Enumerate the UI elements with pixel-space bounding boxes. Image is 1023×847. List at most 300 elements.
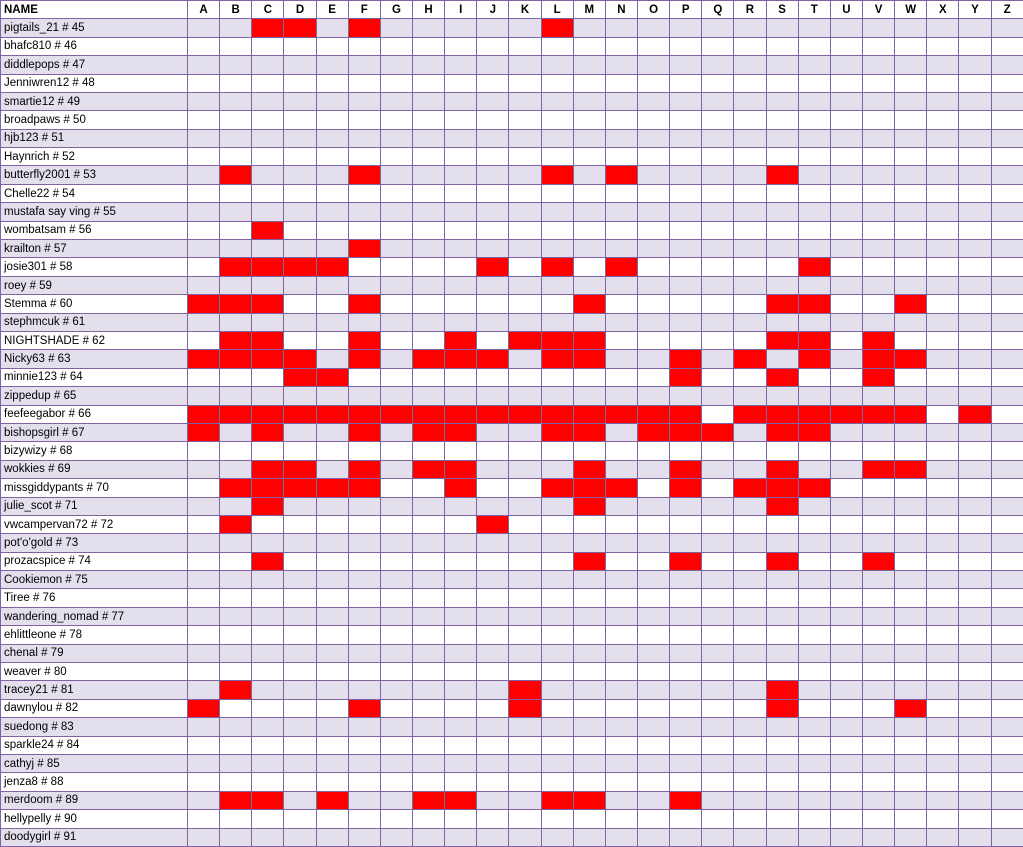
cell-b xyxy=(220,460,252,478)
marked-cell-c xyxy=(252,350,284,368)
cell-l xyxy=(541,607,573,625)
marked-cell-t xyxy=(798,295,830,313)
participant-name: butterfly2001 # 53 xyxy=(1,166,188,184)
cell-i xyxy=(445,184,477,202)
cell-c xyxy=(252,442,284,460)
cell-s xyxy=(766,203,798,221)
cell-i xyxy=(445,699,477,717)
table-row xyxy=(1,350,1023,368)
cell-l xyxy=(541,810,573,828)
cell-w xyxy=(895,442,927,460)
cell-y xyxy=(959,791,991,809)
participant-name: Cookiemon # 75 xyxy=(1,571,188,589)
cell-g xyxy=(380,681,412,699)
cell-p xyxy=(670,148,702,166)
marked-cell-i xyxy=(445,350,477,368)
cell-q xyxy=(702,240,734,258)
cell-j xyxy=(477,699,509,717)
cell-a xyxy=(188,479,220,497)
cell-w xyxy=(895,166,927,184)
cell-n xyxy=(605,718,637,736)
marked-cell-m xyxy=(573,405,605,423)
cell-x xyxy=(927,681,959,699)
marked-cell-l xyxy=(541,350,573,368)
cell-q xyxy=(702,313,734,331)
participant-name: hjb123 # 51 xyxy=(1,129,188,147)
cell-t xyxy=(798,699,830,717)
cell-y xyxy=(959,589,991,607)
marked-cell-n xyxy=(605,405,637,423)
cell-r xyxy=(734,221,766,239)
cell-d xyxy=(284,828,316,846)
cell-l xyxy=(541,221,573,239)
cell-j xyxy=(477,644,509,662)
cell-m xyxy=(573,19,605,37)
marked-cell-t xyxy=(798,258,830,276)
cell-w xyxy=(895,37,927,55)
cell-d xyxy=(284,313,316,331)
cell-r xyxy=(734,699,766,717)
marked-cell-d xyxy=(284,460,316,478)
cell-n xyxy=(605,663,637,681)
cell-m xyxy=(573,736,605,754)
cell-a xyxy=(188,148,220,166)
cell-p xyxy=(670,276,702,294)
cell-u xyxy=(830,166,862,184)
cell-e xyxy=(316,313,348,331)
cell-o xyxy=(637,258,669,276)
cell-x xyxy=(927,479,959,497)
cell-i xyxy=(445,442,477,460)
cell-c xyxy=(252,148,284,166)
cell-r xyxy=(734,534,766,552)
cell-r xyxy=(734,810,766,828)
cell-h xyxy=(412,331,444,349)
marked-cell-d xyxy=(284,368,316,386)
cell-u xyxy=(830,92,862,110)
cell-h xyxy=(412,515,444,533)
cell-j xyxy=(477,497,509,515)
cell-g xyxy=(380,571,412,589)
cell-c xyxy=(252,313,284,331)
participant-name: vwcampervan72 # 72 xyxy=(1,515,188,533)
cell-v xyxy=(862,313,894,331)
cell-v xyxy=(862,203,894,221)
marked-cell-i xyxy=(445,791,477,809)
cell-n xyxy=(605,368,637,386)
cell-d xyxy=(284,736,316,754)
cell-m xyxy=(573,111,605,129)
cell-n xyxy=(605,754,637,772)
cell-w xyxy=(895,111,927,129)
participant-name: ehlittleone # 78 xyxy=(1,626,188,644)
cell-m xyxy=(573,37,605,55)
participant-name: stephmcuk # 61 xyxy=(1,313,188,331)
cell-v xyxy=(862,736,894,754)
cell-g xyxy=(380,663,412,681)
participant-name: chenal # 79 xyxy=(1,644,188,662)
cell-k xyxy=(509,56,541,74)
cell-s xyxy=(766,184,798,202)
cell-c xyxy=(252,571,284,589)
cell-j xyxy=(477,276,509,294)
cell-v xyxy=(862,92,894,110)
table-row xyxy=(1,387,1023,405)
cell-y xyxy=(959,295,991,313)
marked-cell-l xyxy=(541,331,573,349)
cell-j xyxy=(477,148,509,166)
cell-w xyxy=(895,718,927,736)
table-row xyxy=(1,681,1023,699)
marked-cell-s xyxy=(766,552,798,570)
marked-cell-p xyxy=(670,423,702,441)
cell-y xyxy=(959,644,991,662)
cell-a xyxy=(188,276,220,294)
cell-b xyxy=(220,148,252,166)
column-header-q: Q xyxy=(702,1,734,19)
participant-name: zippedup # 65 xyxy=(1,387,188,405)
cell-a xyxy=(188,828,220,846)
cell-z xyxy=(991,221,1023,239)
cell-e xyxy=(316,221,348,239)
column-header-a: A xyxy=(188,1,220,19)
cell-f xyxy=(348,74,380,92)
marked-cell-e xyxy=(316,368,348,386)
cell-p xyxy=(670,92,702,110)
cell-r xyxy=(734,240,766,258)
column-header-z: Z xyxy=(991,1,1023,19)
cell-s xyxy=(766,828,798,846)
cell-u xyxy=(830,331,862,349)
cell-a xyxy=(188,681,220,699)
cell-q xyxy=(702,350,734,368)
cell-l xyxy=(541,828,573,846)
cell-u xyxy=(830,350,862,368)
participant-name: krailton # 57 xyxy=(1,240,188,258)
cell-o xyxy=(637,442,669,460)
cell-m xyxy=(573,203,605,221)
cell-q xyxy=(702,295,734,313)
table-row xyxy=(1,111,1023,129)
cell-p xyxy=(670,331,702,349)
cell-h xyxy=(412,552,444,570)
cell-k xyxy=(509,423,541,441)
cell-w xyxy=(895,828,927,846)
cell-b xyxy=(220,111,252,129)
cell-y xyxy=(959,166,991,184)
cell-e xyxy=(316,515,348,533)
cell-t xyxy=(798,460,830,478)
cell-z xyxy=(991,331,1023,349)
cell-n xyxy=(605,497,637,515)
cell-l xyxy=(541,313,573,331)
cell-v xyxy=(862,644,894,662)
cell-u xyxy=(830,644,862,662)
marked-cell-l xyxy=(541,479,573,497)
cell-r xyxy=(734,718,766,736)
cell-o xyxy=(637,166,669,184)
cell-z xyxy=(991,534,1023,552)
cell-b xyxy=(220,736,252,754)
cell-u xyxy=(830,148,862,166)
cell-h xyxy=(412,56,444,74)
marked-cell-e xyxy=(316,258,348,276)
cell-i xyxy=(445,276,477,294)
cell-r xyxy=(734,92,766,110)
table-row xyxy=(1,423,1023,441)
cell-j xyxy=(477,74,509,92)
cell-w xyxy=(895,644,927,662)
cell-f xyxy=(348,773,380,791)
cell-d xyxy=(284,810,316,828)
cell-e xyxy=(316,534,348,552)
cell-d xyxy=(284,387,316,405)
table-row xyxy=(1,37,1023,55)
cell-y xyxy=(959,203,991,221)
cell-o xyxy=(637,515,669,533)
cell-d xyxy=(284,534,316,552)
participant-name: bishopsgirl # 67 xyxy=(1,423,188,441)
table-row xyxy=(1,644,1023,662)
cell-c xyxy=(252,699,284,717)
cell-a xyxy=(188,571,220,589)
cell-z xyxy=(991,129,1023,147)
cell-i xyxy=(445,258,477,276)
table-row xyxy=(1,479,1023,497)
cell-o xyxy=(637,773,669,791)
cell-s xyxy=(766,56,798,74)
cell-k xyxy=(509,571,541,589)
cell-y xyxy=(959,240,991,258)
cell-s xyxy=(766,644,798,662)
cell-i xyxy=(445,773,477,791)
table-row xyxy=(1,607,1023,625)
cell-w xyxy=(895,773,927,791)
cell-e xyxy=(316,166,348,184)
marked-cell-c xyxy=(252,405,284,423)
marked-cell-m xyxy=(573,479,605,497)
column-header-v: V xyxy=(862,1,894,19)
cell-q xyxy=(702,184,734,202)
cell-x xyxy=(927,644,959,662)
table-row xyxy=(1,331,1023,349)
cell-l xyxy=(541,295,573,313)
cell-h xyxy=(412,166,444,184)
cell-l xyxy=(541,626,573,644)
marked-cell-k xyxy=(509,681,541,699)
marked-cell-w xyxy=(895,350,927,368)
table-row xyxy=(1,56,1023,74)
table-row xyxy=(1,589,1023,607)
cell-y xyxy=(959,313,991,331)
cell-s xyxy=(766,663,798,681)
cell-a xyxy=(188,56,220,74)
cell-k xyxy=(509,74,541,92)
participant-name: tracey21 # 81 xyxy=(1,681,188,699)
cell-r xyxy=(734,552,766,570)
cell-m xyxy=(573,534,605,552)
cell-p xyxy=(670,754,702,772)
cell-d xyxy=(284,681,316,699)
cell-u xyxy=(830,423,862,441)
cell-x xyxy=(927,111,959,129)
cell-q xyxy=(702,736,734,754)
cell-h xyxy=(412,240,444,258)
cell-w xyxy=(895,276,927,294)
cell-a xyxy=(188,663,220,681)
cell-w xyxy=(895,387,927,405)
cell-o xyxy=(637,221,669,239)
marked-cell-h xyxy=(412,423,444,441)
cell-c xyxy=(252,74,284,92)
cell-y xyxy=(959,276,991,294)
cell-k xyxy=(509,589,541,607)
cell-u xyxy=(830,718,862,736)
cell-q xyxy=(702,497,734,515)
cell-x xyxy=(927,810,959,828)
cell-p xyxy=(670,663,702,681)
cell-k xyxy=(509,442,541,460)
marked-cell-i xyxy=(445,331,477,349)
cell-f xyxy=(348,368,380,386)
cell-x xyxy=(927,92,959,110)
cell-p xyxy=(670,111,702,129)
table-row xyxy=(1,515,1023,533)
marked-cell-l xyxy=(541,791,573,809)
cell-t xyxy=(798,184,830,202)
participant-name: Tiree # 76 xyxy=(1,589,188,607)
cell-u xyxy=(830,295,862,313)
marked-cell-g xyxy=(380,405,412,423)
cell-b xyxy=(220,571,252,589)
column-header-x: X xyxy=(927,1,959,19)
cell-u xyxy=(830,74,862,92)
cell-x xyxy=(927,589,959,607)
cell-a xyxy=(188,626,220,644)
cell-j xyxy=(477,663,509,681)
cell-p xyxy=(670,37,702,55)
cell-u xyxy=(830,773,862,791)
cell-g xyxy=(380,129,412,147)
cell-w xyxy=(895,626,927,644)
cell-g xyxy=(380,497,412,515)
cell-s xyxy=(766,534,798,552)
participant-name: merdoom # 89 xyxy=(1,791,188,809)
cell-q xyxy=(702,534,734,552)
cell-u xyxy=(830,699,862,717)
cell-f xyxy=(348,184,380,202)
marked-cell-l xyxy=(541,258,573,276)
cell-e xyxy=(316,350,348,368)
cell-y xyxy=(959,368,991,386)
cell-j xyxy=(477,626,509,644)
cell-q xyxy=(702,479,734,497)
cell-v xyxy=(862,681,894,699)
cell-r xyxy=(734,37,766,55)
table-row xyxy=(1,276,1023,294)
marked-cell-d xyxy=(284,350,316,368)
cell-k xyxy=(509,718,541,736)
cell-m xyxy=(573,387,605,405)
cell-m xyxy=(573,515,605,533)
cell-s xyxy=(766,111,798,129)
cell-l xyxy=(541,699,573,717)
cell-d xyxy=(284,240,316,258)
table-row xyxy=(1,718,1023,736)
cell-f xyxy=(348,276,380,294)
cell-b xyxy=(220,442,252,460)
cell-f xyxy=(348,754,380,772)
cell-h xyxy=(412,571,444,589)
cell-k xyxy=(509,203,541,221)
cell-z xyxy=(991,736,1023,754)
cell-e xyxy=(316,56,348,74)
cell-e xyxy=(316,92,348,110)
cell-w xyxy=(895,515,927,533)
marked-cell-a xyxy=(188,350,220,368)
cell-s xyxy=(766,754,798,772)
cell-t xyxy=(798,276,830,294)
cell-z xyxy=(991,19,1023,37)
participant-name: hellypelly # 90 xyxy=(1,810,188,828)
cell-k xyxy=(509,644,541,662)
cell-a xyxy=(188,203,220,221)
cell-w xyxy=(895,479,927,497)
table-row xyxy=(1,442,1023,460)
cell-c xyxy=(252,92,284,110)
participant-name: wombatsam # 56 xyxy=(1,221,188,239)
cell-h xyxy=(412,203,444,221)
cell-p xyxy=(670,221,702,239)
cell-m xyxy=(573,56,605,74)
cell-p xyxy=(670,534,702,552)
cell-i xyxy=(445,644,477,662)
cell-j xyxy=(477,56,509,74)
cell-j xyxy=(477,828,509,846)
cell-m xyxy=(573,607,605,625)
cell-n xyxy=(605,19,637,37)
cell-j xyxy=(477,368,509,386)
cell-o xyxy=(637,791,669,809)
cell-n xyxy=(605,387,637,405)
cell-c xyxy=(252,111,284,129)
cell-y xyxy=(959,810,991,828)
cell-w xyxy=(895,74,927,92)
cell-c xyxy=(252,276,284,294)
cell-g xyxy=(380,203,412,221)
cell-n xyxy=(605,626,637,644)
marked-cell-t xyxy=(798,405,830,423)
cell-l xyxy=(541,736,573,754)
marked-cell-c xyxy=(252,497,284,515)
cell-n xyxy=(605,148,637,166)
cell-o xyxy=(637,589,669,607)
cell-t xyxy=(798,552,830,570)
cell-j xyxy=(477,313,509,331)
cell-r xyxy=(734,313,766,331)
cell-k xyxy=(509,828,541,846)
cell-g xyxy=(380,828,412,846)
cell-u xyxy=(830,368,862,386)
participant-name: jenza8 # 88 xyxy=(1,773,188,791)
cell-m xyxy=(573,571,605,589)
cell-c xyxy=(252,754,284,772)
cell-x xyxy=(927,331,959,349)
cell-k xyxy=(509,166,541,184)
cell-p xyxy=(670,607,702,625)
cell-p xyxy=(670,203,702,221)
cell-f xyxy=(348,810,380,828)
